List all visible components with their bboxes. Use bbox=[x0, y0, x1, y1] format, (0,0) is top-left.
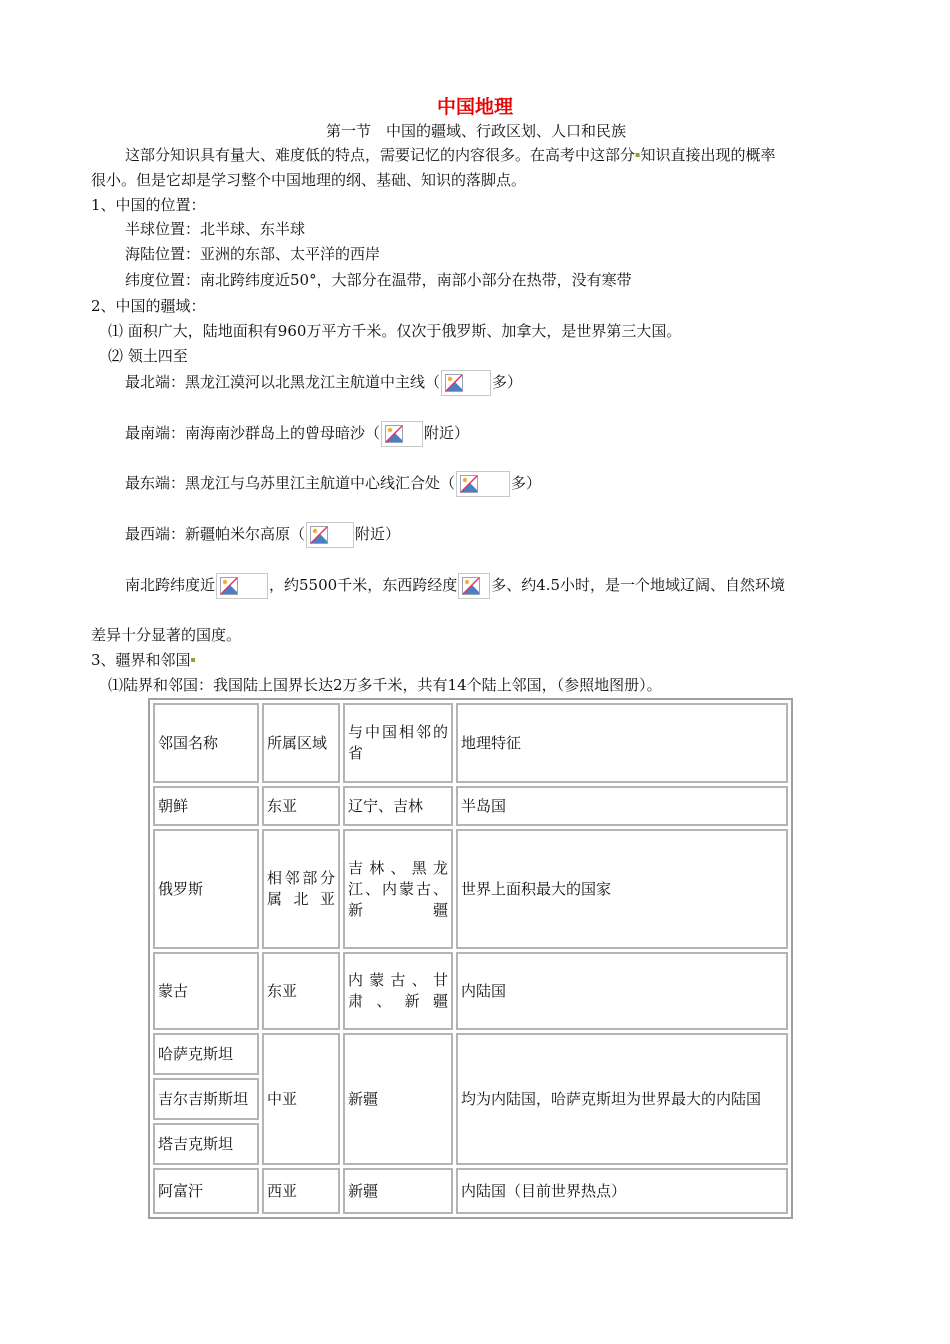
doc-title: 中国地理 bbox=[436, 96, 513, 118]
table-cell: 中亚 bbox=[262, 1033, 340, 1165]
table-row bbox=[153, 786, 788, 826]
hemisphere-position: 半球位置：北半球、东半球 bbox=[125, 220, 306, 238]
doc-subtitle: 第一节 中国的疆域、行政区划、人口和民族 bbox=[326, 122, 627, 140]
broken-image-icon bbox=[441, 370, 491, 396]
table-cell: 蒙古 bbox=[153, 952, 259, 1030]
section1-heading: 1、中国的位置： bbox=[91, 196, 206, 214]
table-cell: 东亚 bbox=[262, 786, 340, 826]
broken-image-icon bbox=[381, 421, 423, 447]
west-extreme bbox=[125, 522, 400, 548]
table-cell: 辽宁、吉林 bbox=[343, 786, 453, 826]
table-cell: 内陆国 bbox=[456, 952, 788, 1030]
table-cell: 东亚 bbox=[262, 952, 340, 1030]
table-header-row bbox=[153, 703, 788, 783]
east-text: 最东端：黑龙江与乌苏里江主航道中心线汇合处（ bbox=[125, 474, 456, 492]
neighbor-countries-table bbox=[148, 698, 793, 1219]
sea-land-position: 海陆位置：亚洲的东部、太平洋的西岸 bbox=[125, 245, 381, 263]
table-cell: 内陆国（目前世界热点） bbox=[456, 1168, 788, 1214]
land-border-statement: ⑴陆界和邻国：我国陆上国界长达2万多千米，共有14个陆上邻国，（参照地图册）。 bbox=[108, 676, 662, 694]
header-cell: 邻国名称 bbox=[153, 703, 259, 783]
latitude-position: 纬度位置：南北跨纬度近50°，大部分在温带，南部小部分在热带，没有寒带 bbox=[125, 271, 632, 289]
south-text: 最南端：南海南沙群岛上的曾母暗沙（ bbox=[125, 424, 381, 442]
edit-mark: ▪ bbox=[635, 150, 641, 159]
table-cell: 相邻部分属北亚 bbox=[262, 829, 340, 949]
table-cell: 世界上面积最大的国家 bbox=[456, 829, 788, 949]
table-cell: 新疆 bbox=[343, 1033, 453, 1165]
east-extreme bbox=[125, 471, 541, 497]
broken-image-icon bbox=[306, 522, 354, 548]
table-cell: 俄罗斯 bbox=[153, 829, 259, 949]
header-cell: 地理特征 bbox=[456, 703, 788, 783]
broken-image-icon bbox=[456, 471, 510, 497]
table-cell: 均为内陆国，哈萨克斯坦为世界最大的内陆国 bbox=[456, 1033, 788, 1165]
table-row bbox=[153, 1033, 788, 1075]
header-cell: 与中国相邻的省 bbox=[343, 703, 453, 783]
west-text: 最西端：新疆帕米尔高原（ bbox=[125, 525, 306, 543]
table-row bbox=[153, 1168, 788, 1214]
intro-text-a: 这部分知识具有量大、难度低的特点，需要记忆的内容很多。在高考中这部分 bbox=[125, 146, 636, 164]
table-cell: 哈萨克斯坦 bbox=[153, 1033, 259, 1075]
north-text: 最北端：黑龙江漠河以北黑龙江主航道中主线（ bbox=[125, 373, 441, 391]
area-statement: ⑴ 面积广大，陆地面积有960万平方千米。仅次于俄罗斯、加拿大，是世界第三大国。 bbox=[108, 322, 682, 340]
span-text-c: 多、约4.5小时，是一个地域辽阔、自然环境 bbox=[491, 576, 786, 594]
table-cell: 吉林、黑龙江、内蒙古、新疆 bbox=[343, 829, 453, 949]
north-tail: 多） bbox=[492, 373, 523, 391]
table-cell: 西亚 bbox=[262, 1168, 340, 1214]
table-cell: 朝鲜 bbox=[153, 786, 259, 826]
table-cell: 阿富汗 bbox=[153, 1168, 259, 1214]
broken-image-icon bbox=[216, 573, 268, 599]
north-extreme bbox=[125, 370, 522, 396]
south-tail: 附近） bbox=[424, 424, 470, 442]
west-tail: 附近） bbox=[355, 525, 401, 543]
section2-heading: 2、中国的疆域： bbox=[91, 297, 206, 315]
span-statement bbox=[125, 573, 785, 599]
table-cell: 新疆 bbox=[343, 1168, 453, 1214]
south-extreme bbox=[125, 421, 469, 447]
table-cell: 内蒙古、甘肃、新疆 bbox=[343, 952, 453, 1030]
edit-mark: ▪ bbox=[190, 655, 196, 664]
section3-heading-text: 3、疆界和邻国 bbox=[91, 651, 191, 669]
table-cell: 吉尔吉斯斯坦 bbox=[153, 1078, 259, 1120]
east-tail: 多） bbox=[511, 474, 542, 492]
header-cell: 所属区域 bbox=[262, 703, 340, 783]
table-row bbox=[153, 829, 788, 949]
span-text-b: ，约5500千米，东西跨经度 bbox=[269, 576, 458, 594]
table-cell: 塔吉克斯坦 bbox=[153, 1123, 259, 1165]
span-text-a: 南北跨纬度近 bbox=[125, 576, 216, 594]
intro-text-b: 知识直接出现的概率 bbox=[640, 146, 776, 164]
intro-paragraph-line1 bbox=[125, 144, 775, 166]
extremes-heading: ⑵ 领土四至 bbox=[108, 347, 188, 365]
span-statement-line2: 差异十分显著的国度。 bbox=[91, 626, 242, 644]
intro-paragraph-line2: 很小。但是它却是学习整个中国地理的纲、基础、知识的落脚点。 bbox=[91, 171, 527, 189]
broken-image-icon bbox=[458, 573, 490, 599]
table-cell: 半岛国 bbox=[456, 786, 788, 826]
table-row bbox=[153, 952, 788, 1030]
section3-heading bbox=[91, 649, 196, 671]
